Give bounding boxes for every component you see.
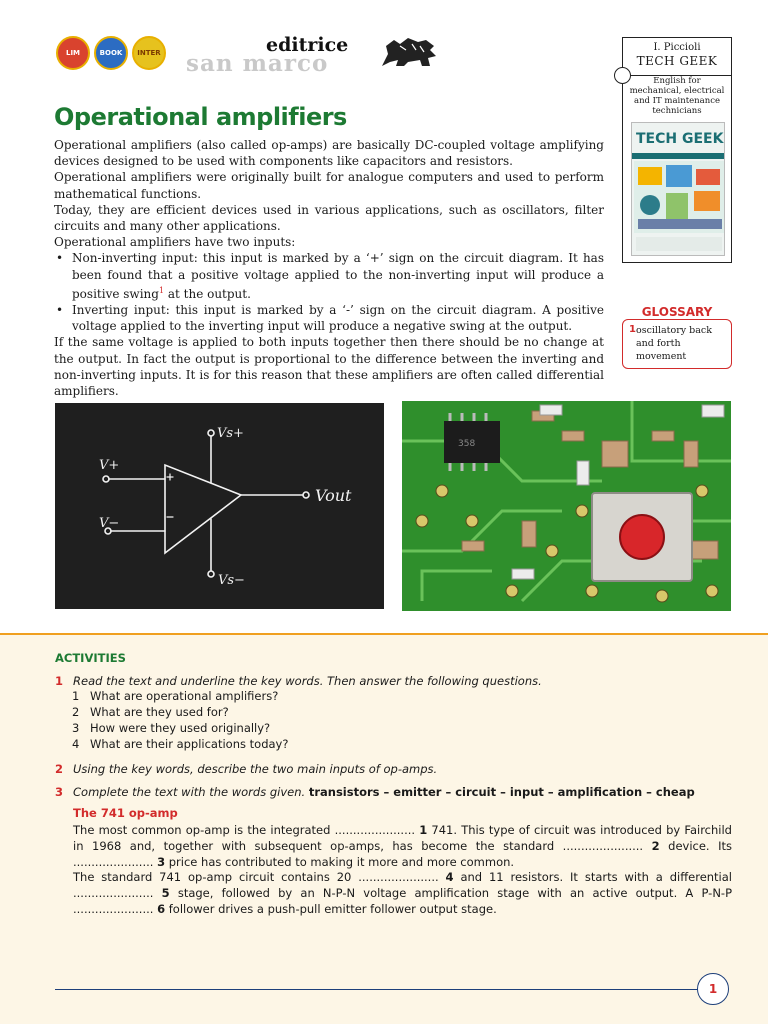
activity-instruction: Using the key words, describe the two main inputs of op-amps. [73,762,438,776]
activity-instruction: Read the text and underline the key words. Then answer the following questions. [73,674,542,688]
pcb-illustration [402,401,731,611]
question-item: 4 What are their applications today? [72,737,289,751]
vout-label: Vout [315,486,352,505]
publisher-name-top: editrice [266,34,349,56]
question-item: 1 What are operational amplifiers? [72,689,279,703]
winged-lion-icon [378,36,440,70]
cover-illustration [634,161,724,233]
glossary-definition: oscillatory back and forth movement [635,325,712,362]
activity-instruction: Complete the text with the words given. transistors – emitter – circuit – input – amplification – cheap [73,785,695,799]
card-divider [623,75,731,76]
glossary-box [622,319,732,369]
cloze-text: The most common op-amp is the integrated ...................... 1 741. This type of circuit was introduced by Fairchild in 1968 and, together with subsequent op-amps, has become the standard ...................... 2 device. Its ...................... 3 price has contributed to making it more and more common. The standard 741 op-amp circuit contains 20 ...................... 4 and 11 resistors. It starts with a differential ...................... 5 stage, followed by an N-P-N voltage amplification stage with an active output. A P-N-P ...................... 6 follower drives a push-pull emitter follower output stage. [73,823,733,916]
cloze-title: The 741 op-amp [73,806,178,820]
opamp-triangle [165,465,241,553]
activities-heading: ACTIVITIES [55,651,126,665]
book-cover-image [631,122,725,256]
gap-number[interactable]: 1 [419,823,428,837]
glossary-reference[interactable]: 1 [158,285,165,295]
activities-section [0,633,768,1024]
vs-minus-label: Vs− [218,573,245,588]
interactive-logo: INTER [132,36,166,70]
activity-number: 2 [55,762,64,776]
glossary-number: 1 [629,324,636,335]
logo-group [56,36,166,70]
page-title: Operational amplifiers [54,103,347,131]
chip-label: 358 [458,439,476,449]
book-author: I. Piccioli [653,42,701,53]
card-knob [614,67,631,84]
book-title: TECH GEEK [636,54,718,68]
word-bank: transistors – emitter – circuit – input – amplification – cheap [308,785,695,799]
paragraph: Operational amplifiers have two inputs: [54,235,296,250]
publisher-logo [186,34,446,77]
lim-logo: LIM [56,36,90,70]
footer-rule [55,989,700,990]
gap-number[interactable]: 2 [651,838,660,853]
circuit-board-photo [402,401,731,611]
gap-number[interactable]: 4 [445,870,454,885]
inputs-list [54,250,604,334]
activity-number: 1 [55,674,64,688]
paragraph: Operational amplifiers were originally built for analogue computers and used to perform mathematical functions. [54,170,604,201]
activity-number: 3 [55,785,64,799]
v-plus-label: V+ [99,458,120,473]
paragraph: If the same voltage is applied to both inputs together then there should be no change at the output. In fact the output is proportional to the difference between the inverting and non-inverting inputs. It is for this reason that these amplifiers are often called differential amplifiers. [54,335,604,399]
bullet-text: Non-inverting input: this input is marked by a ‘+’ sign on the circuit diagram. It has been found that a positive voltage applied to the non-inverting input will produce a positive swing [72,251,604,301]
v-minus-label: V− [99,516,120,531]
glossary-title: GLOSSARY [641,305,713,319]
paragraph: Operational amplifiers (also called op-amps) are basically DC-coupled voltage amplifying devices designed to be used with components like capacitors and resistors. [54,138,604,169]
book-subtitle: English for mechanical, electrical and IT maintenance technicians [629,76,725,116]
gap-number[interactable]: 6 [157,901,166,916]
article-body [54,137,604,399]
gap-number[interactable]: 5 [161,886,170,901]
cover-brand: TECH GEEK [636,131,724,147]
list-item [54,250,604,302]
book-info-card [622,37,732,263]
question-item: 2 What are they used for? [72,705,229,719]
question-item: 3 How were they used originally? [72,721,271,735]
bullet-text: at the output. [164,286,251,301]
book-logo: BOOK [94,36,128,70]
page-number: 1 [697,973,729,1005]
chalkboard-opamp-image [55,403,384,609]
opamp-diagram [55,403,384,609]
gap-number[interactable]: 3 [157,854,166,869]
publisher-name-bottom: san marco [186,50,329,77]
paragraph: Today, they are efficient devices used in various applications, such as oscillators, filter circuits and many other applications. [54,202,604,234]
list-item: • Inverting input: this input is marked by a ‘-’ sign on the circuit diagram. A positive voltage applied to the inverting input will produce a negative swing at the output. [54,302,604,334]
vs-plus-label: Vs+ [217,426,244,441]
push-button-cap [620,515,664,559]
